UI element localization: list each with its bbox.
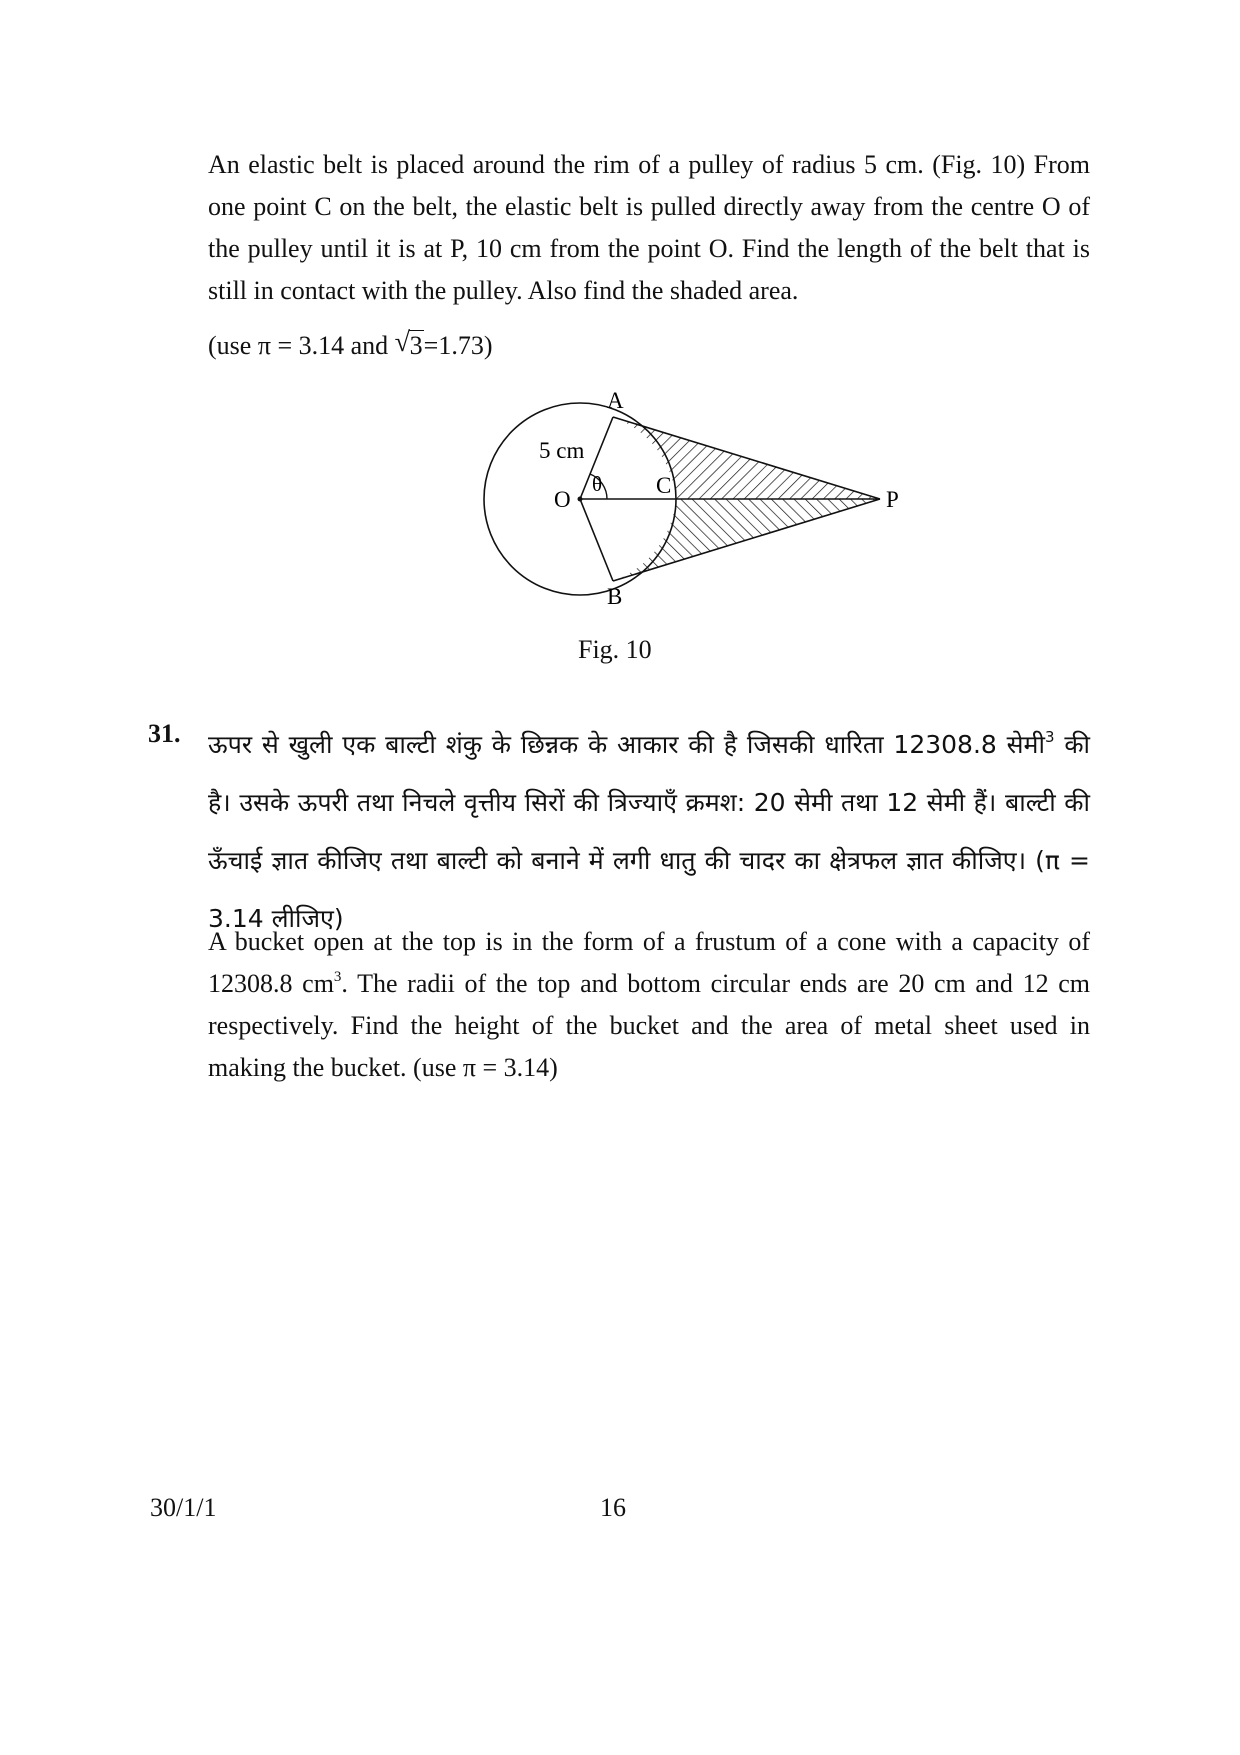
center-point [578,497,583,502]
label-B: B [607,584,623,609]
q31-english-part1: A bucket open at the top is in the form of a frustum of a cone with a capacity of 12308.8 cm [208,927,1090,998]
figure-caption: Fig. 10 [578,635,652,664]
question-31-number: 31. [148,719,181,748]
label-P: P [886,487,899,512]
q31-english-part2: . The radii of the top and bottom circular ends are 20 cm and 12 cm respectively. Find the height of the bucket and the area of metal sheet used in making the bucket. (use π = 3.14) [208,969,1090,1082]
hint-suffix: =1.73) [423,331,493,360]
sqrt-radicand: 3 [409,331,423,360]
question-30-hint [208,325,492,367]
pulley-figure [480,378,920,628]
q31-english-superscript: 3 [333,969,342,985]
question-30-text: An elastic belt is placed around the rim of a pulley of radius 5 cm. (Fig. 10) From one point C on the belt, the elastic belt is pulled directly away from the centre O of the pulley until it is at P, 10 cm from the point O. Find the length of the belt that is still in contact with the pulley. Also find the shaded area. [208,150,1090,305]
question-31-english-text [208,921,1090,1089]
label-C: C [656,473,672,498]
q31-hindi-part1: ऊपर से खुली एक बाल्टी शंकु के छिन्नक के आकार की है जिसकी धारिता 12308.8 सेमी [208,730,1045,759]
sqrt-expression [395,325,424,367]
label-theta: θ [592,472,603,496]
page-number: 16 [600,1493,626,1522]
label-O: O [554,487,571,512]
radical-sign-icon: √ [394,327,411,358]
page-code: 30/1/1 [150,1493,217,1522]
q31-hindi-superscript: 3 [1044,728,1055,746]
radius-OB [580,499,613,581]
question-31-hindi-text [208,716,1090,948]
label-A: A [607,388,624,413]
hint-prefix: (use π = 3.14 and [208,331,395,360]
label-radius: 5 cm [539,438,585,463]
q31-hindi-part2: की है। उसके ऊपरी तथा निचले वृत्तीय सिरों की त्रिज्याएँ क्रमश: 20 सेमी तथा 12 सेमी हैं। बाल्टी की ऊँचाई ज्ञात कीजिए तथा बाल्टी को बनाने में लगी धातु की चादर का क्षेत्रफल ज्ञात कीजिए। (π = 3.14 लीजिए) [208,730,1090,933]
